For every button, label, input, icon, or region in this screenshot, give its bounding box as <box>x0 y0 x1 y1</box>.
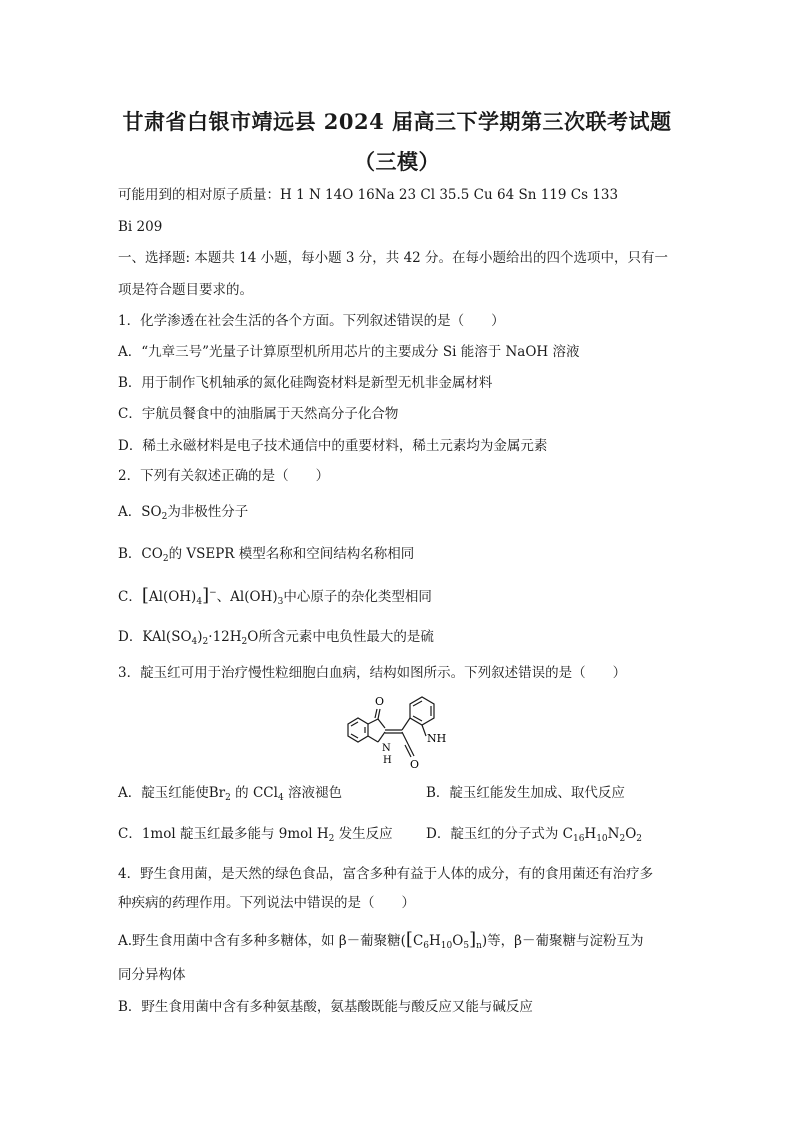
q2-d-f1: KAl(SO <box>142 629 192 645</box>
q2-a-formula: SO <box>141 504 162 520</box>
q3-a-post: 溶液褪色 <box>283 785 342 801</box>
q3-c-h: H <box>316 826 329 842</box>
left-bracket-icon: [ <box>405 929 413 950</box>
q2-a-prefix: A． <box>118 504 142 520</box>
q2-d-f2: ) <box>197 629 203 645</box>
q2-c-mol-sub: 3 <box>277 597 284 607</box>
q3-a-br: Br <box>208 785 226 801</box>
q4-option-b: B．野生食用菌中含有多种氨基酸，氨基酸既能与酸反应又能与碱反应 <box>118 999 533 1015</box>
mol-o-top: O <box>375 695 385 708</box>
mol-o-bottom: O <box>410 758 420 770</box>
q3-a-mid: 的 <box>230 785 253 801</box>
q2-d-f4: O <box>247 629 259 645</box>
q2-option-c <box>118 587 432 606</box>
q3-d-n: N <box>607 826 620 842</box>
q4-a-h-sub: 10 <box>440 941 453 951</box>
q3-stem: 3．靛玉红可用于治疗慢性粒细胞白血病，结构如图所示。下列叙述错误的是（ ） <box>118 665 627 681</box>
q2-a-sub: 2 <box>161 512 168 522</box>
q2-stem: 2．下列有关叙述正确的是（ ） <box>118 468 330 484</box>
q3-a-ccl: CCl <box>252 785 278 801</box>
q3-d-h: H <box>584 826 597 842</box>
q2-d-sub1: 4 <box>191 637 198 647</box>
q3-c-pre: C．1mol 靛玉红最多能与 9mol <box>118 826 317 842</box>
q3-d-n-sub: 2 <box>619 834 626 844</box>
q2-c-ion-sup: − <box>209 588 217 598</box>
q2-b-sub: 2 <box>162 554 169 564</box>
q1-option-c: C．宇航员餐食中的油脂属于天然高分子化合物 <box>118 406 399 422</box>
q3-option-b: B．靛玉红能发生加成、取代反应 <box>426 785 625 801</box>
q3-d-pre: D．靛玉红的分子式为 <box>426 826 563 842</box>
q4-a-o: O <box>452 933 464 949</box>
q3-option-d <box>426 825 642 843</box>
q3-c-h-sub: 2 <box>328 834 335 844</box>
right-bracket-icon: ] <box>469 929 477 950</box>
q3-d-c: C <box>562 826 573 842</box>
q4-option-a <box>118 931 643 950</box>
q1-option-b: B．用于制作飞机轴承的氮化硅陶瓷材料是新型无机非金属材料 <box>118 375 493 391</box>
page-subtitle: （三模） <box>354 149 440 174</box>
q2-d-sub2: 2 <box>202 637 209 647</box>
q2-c-prefix: C． <box>118 589 142 605</box>
q2-d-prefix: D． <box>118 629 143 645</box>
q3-option-c <box>118 825 393 843</box>
q2-b-prefix: B． <box>118 546 142 562</box>
q2-b-text: 的 VSEPR 模型名称和空间结构名称相同 <box>168 546 415 562</box>
q3-d-h-sub: 10 <box>596 834 608 844</box>
q4-a-c: C <box>412 933 424 949</box>
q4-a-c-sub: 6 <box>423 941 430 951</box>
mol-nh: NH <box>427 732 447 745</box>
q4-stem-line-2: 种疾病的药理作用。下列说法中错误的是（ ） <box>118 895 415 911</box>
q3-a-pre: A．靛玉红能使 <box>118 785 209 801</box>
section-intro-line-2: 项是符合题目要求的。 <box>118 282 253 298</box>
q1-option-a: A．“九章三号”光量子计算原型机所用芯片的主要成分 Si 能溶于 NaOH 溶液 <box>118 344 580 360</box>
q3-a-br-sub: 2 <box>225 793 231 803</box>
q1-stem: 1．化学渗透在社会生活的各个方面。下列叙述错误的是（ ） <box>118 313 505 329</box>
q4-stem-line-1: 4．野生食用菌，是天然的绿色食品，富含多种有益于人体的成分，有的食用菌还有治疗多 <box>118 866 654 882</box>
left-bracket-icon: [ <box>141 585 149 606</box>
q4-option-a-line-2: 同分异构体 <box>118 967 186 983</box>
atomic-mass-line-2: Bi 209 <box>118 219 163 235</box>
q4-a-h: H <box>429 933 441 949</box>
mol-h: H <box>383 755 392 766</box>
q2-b-formula: CO <box>141 546 163 562</box>
q2-c-ion: Al(OH) <box>148 589 197 605</box>
right-bracket-icon: ] <box>202 585 210 606</box>
q4-a-mid: )等，β－葡聚糖与淀粉互为 <box>481 933 644 949</box>
q4-a-n-sub: n <box>476 941 482 951</box>
q2-c-text: 中心原子的杂化类型相同 <box>283 589 432 605</box>
q3-option-a <box>118 784 342 802</box>
q3-c-post: 发生反应 <box>334 826 393 842</box>
q3-d-o: O <box>625 826 637 842</box>
atomic-mass-line-1: 可能用到的相对原子质量：H 1 N 14O 16Na 23 Cl 35.5 Cu 64 Sn 119 Cs 133 <box>118 187 619 203</box>
mol-n: N <box>382 743 391 754</box>
q2-c-sep: 、 <box>216 589 231 605</box>
q2-option-a <box>118 503 248 521</box>
q1-option-d: D．稀土永磁材料是电子技术通信中的重要材料，稀土元素均为金属元素 <box>118 438 548 454</box>
indirubin-structure-diagram <box>338 690 468 770</box>
q3-d-o-sub: 2 <box>636 834 643 844</box>
q4-a-o-sub: 5 <box>463 941 470 951</box>
q2-d-text: 所含元素中电负性最大的是硫 <box>258 629 434 645</box>
page-title: 甘肃省白银市靖远县 2024 届高三下学期第三次联考试题 <box>122 109 672 134</box>
q3-d-c-sub: 16 <box>572 834 585 844</box>
section-intro-line-1: 一、选择题: 本题共 14 小题，每小题 3 分，共 42 分。在每小题给出的四个选项中，只有一 <box>118 250 669 266</box>
q2-c-mol: Al(OH) <box>230 589 278 605</box>
q4-a-pre: A.野生食用菌中含有多种多糖体，如 β－葡聚糖( <box>118 933 406 949</box>
q2-a-text: 为非极性分子 <box>167 504 249 520</box>
q3-a-ccl-sub: 4 <box>277 793 284 803</box>
q2-d-f3: ·12H <box>208 629 242 645</box>
q2-option-b <box>118 545 414 563</box>
q2-c-ion-sub: 4 <box>196 597 203 607</box>
q2-option-d <box>118 628 434 646</box>
q2-d-sub3: 2 <box>241 637 248 647</box>
